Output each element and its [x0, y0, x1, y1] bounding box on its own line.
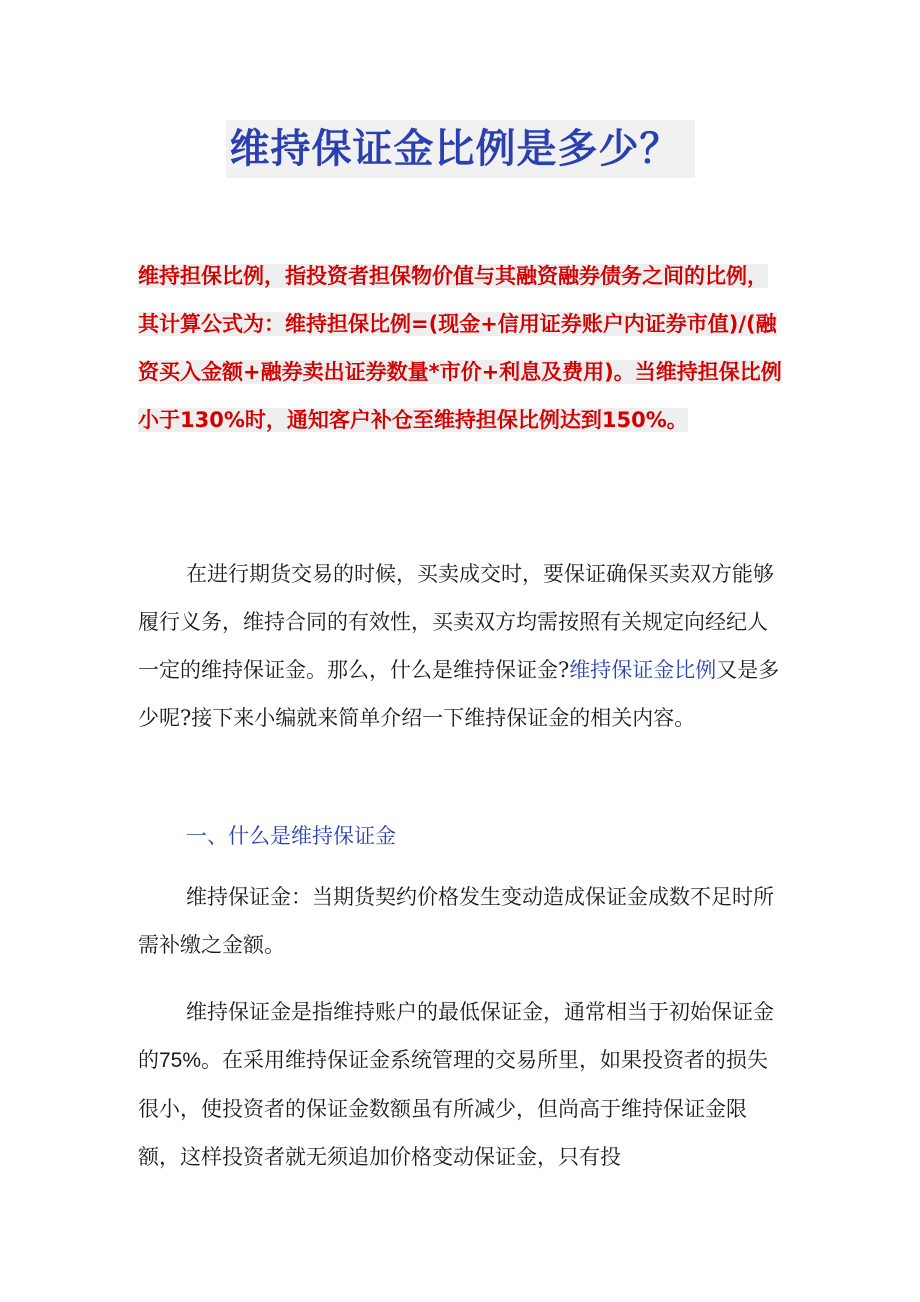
section-heading-1: 一、什么是维持保证金 [186, 824, 396, 848]
title-container [0, 120, 920, 178]
intro-paragraph [138, 252, 788, 444]
paragraph-3-text-before: 维持保证金是指维持账户的最低保证金，通常相当于初始保证金的 [138, 1000, 774, 1072]
page-title: 维持保证金比例是多少？ [226, 120, 695, 178]
percentage-value: 75% [159, 1049, 202, 1072]
paragraph-1-text-after: 又是多少呢?接下来小编就来简单介绍一下维持保证金的相关内容。 [138, 658, 780, 730]
paragraph-2: 维持保证金：当期货契约价格发生变动造成保证金成数不足时所需补缴之金额。 [138, 885, 774, 957]
paragraph-3 [138, 988, 783, 1181]
intro-text: 维持担保比例，指投资者担保物价值与其融资融券债务之间的比例，其计算公式为：维持担保比例=(现金+信用证券账户内证券市值)/(融资买入金额+融券卖出证券数量*市价+利息及费用)。当维持担保比例小于130%时，通知客户补仓至维持担保比例达到150%。 [138, 264, 782, 432]
paragraph-3-text-after: 。在采用维持保证金系统管理的交易所里，如果投资者的损失很小，使投资者的保证金数额虽有所减少，但尚高于维持保证金限额，这样投资者就无须追加价格变动保证金，只有投 [138, 1048, 769, 1169]
paragraph-1-text-before: 在进行期货交易的时候，买卖成交时，要保证确保买卖双方能够履行义务，维持合同的有效性，买卖双方均需按照有关规定向经纪人一定的维持保证金。那么，什么是维持保证金? [138, 562, 774, 682]
margin-ratio-link[interactable]: 维持保证金比例 [569, 658, 717, 682]
paragraph-1 [138, 550, 783, 742]
